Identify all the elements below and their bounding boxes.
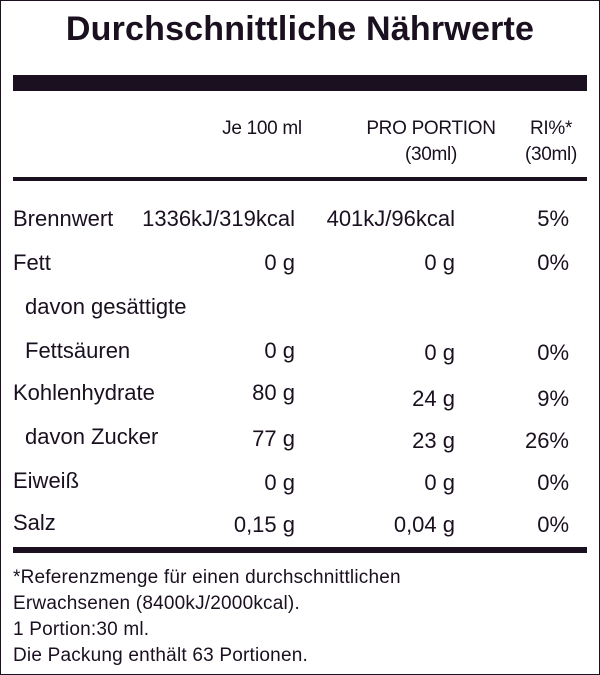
col-header-portion-size: (30ml) — [404, 144, 458, 165]
energy-ri: 5% — [537, 206, 569, 231]
col-header-per-100ml: Je 100 ml — [222, 118, 302, 139]
salt-per-100ml: 0,15 g — [233, 512, 295, 537]
row-label-carbohydrates: Kohlenhydrate — [13, 380, 155, 405]
footnote-line-2: Erwachsenen (8400kJ/2000kcal). — [13, 593, 300, 614]
energy-per-portion: 401kJ/96kcal — [326, 206, 455, 231]
carbohydrates-per-portion: 24 g — [412, 386, 455, 411]
row-label-fat: Fett — [13, 250, 51, 275]
protein-ri: 0% — [537, 470, 569, 495]
carbohydrates-ri: 9% — [537, 386, 569, 411]
saturated-fat-per-portion: 0 g — [424, 340, 455, 365]
row-label-protein: Eiweiß — [13, 468, 80, 493]
protein-per-portion: 0 g — [424, 470, 455, 495]
col-header-portion: PRO PORTION — [366, 118, 496, 139]
row-label-sugar: davon Zucker — [25, 424, 159, 449]
row-label-saturated-prefix: davon gesättigte — [25, 294, 187, 319]
saturated-fat-ri: 0% — [537, 340, 569, 365]
row-label-energy: Brennwert — [13, 206, 114, 231]
sugar-ri: 26% — [524, 428, 569, 453]
carbohydrates-per-100ml: 80 g — [252, 380, 295, 405]
energy-per-100ml: 1336kJ/319kcal — [142, 206, 295, 231]
sugar-per-portion: 23 g — [412, 428, 455, 453]
footnote-line-4: Die Packung enthält 63 Portionen. — [13, 645, 308, 666]
fat-ri: 0% — [537, 250, 569, 275]
col-header-ri-size: (30ml) — [524, 144, 578, 165]
sugar-per-100ml: 77 g — [252, 426, 295, 451]
footnote-line-1: *Referenzmenge für einen durchschnittlichen — [13, 567, 401, 588]
saturated-fat-per-100ml: 0 g — [264, 338, 295, 363]
salt-per-portion: 0,04 g — [393, 512, 455, 537]
column-header-rule — [13, 177, 587, 181]
salt-ri: 0% — [537, 512, 569, 537]
row-label-saturated-fat: Fettsäuren — [25, 338, 131, 363]
row-label-salt: Salz — [13, 510, 56, 535]
header-rule — [13, 75, 587, 91]
fat-per-100ml: 0 g — [264, 250, 295, 275]
label-title: Durchschnittliche Nährwerte — [65, 10, 535, 48]
col-header-ri: RI%* — [529, 118, 573, 139]
footnote-line-3: 1 Portion:30 ml. — [13, 619, 150, 640]
fat-per-portion: 0 g — [424, 250, 455, 275]
footer-rule — [13, 547, 587, 553]
protein-per-100ml: 0 g — [264, 470, 295, 495]
